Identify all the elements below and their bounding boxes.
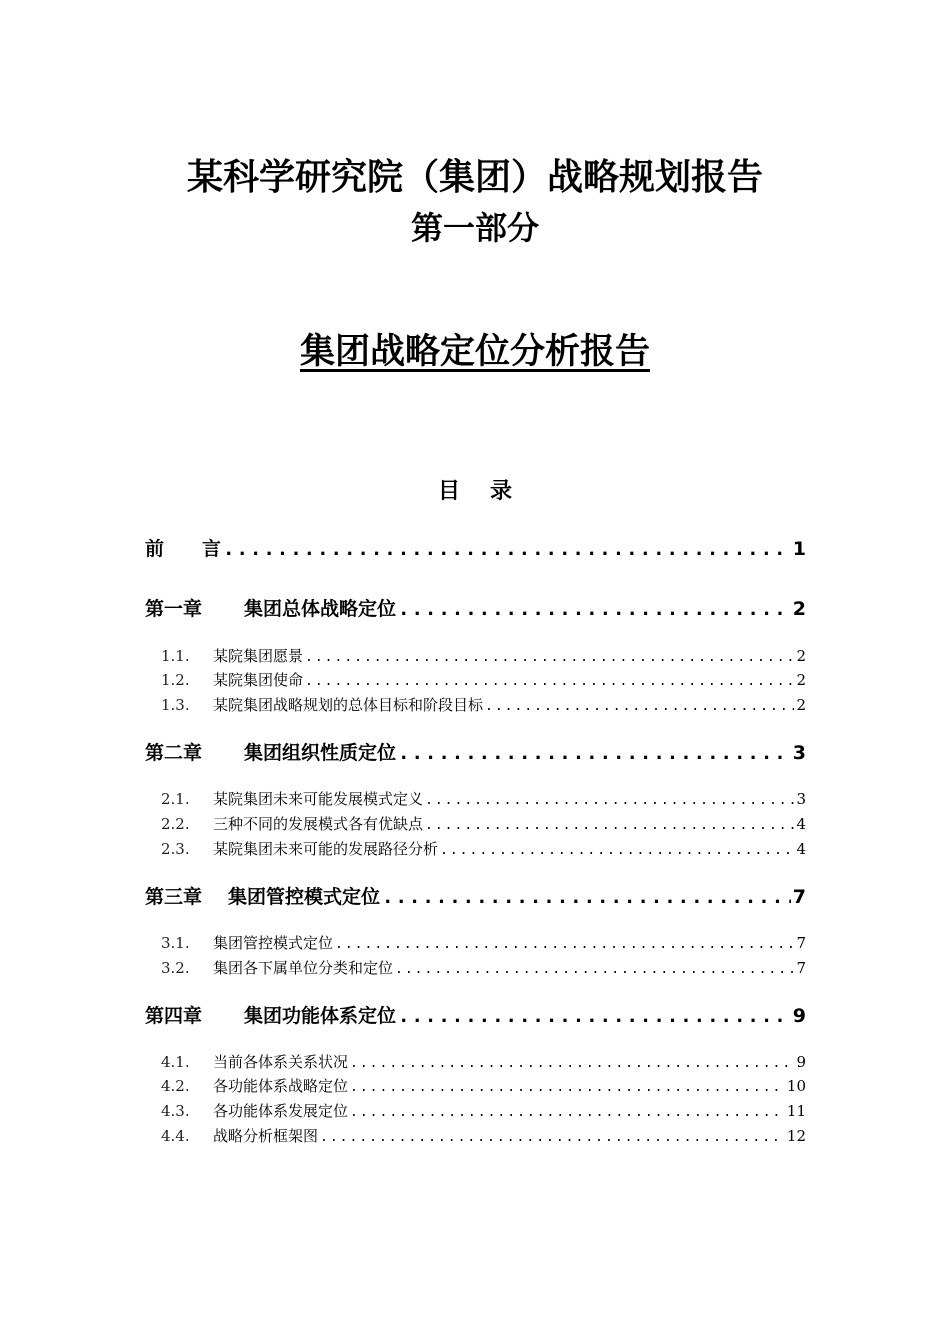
- toc-page-number: 10: [786, 1077, 806, 1095]
- toc-leader: [223, 535, 791, 563]
- toc-leader: [425, 790, 794, 810]
- toc-section-title: 各功能体系发展定位: [213, 1102, 349, 1120]
- toc-chapter-title: 集团总体战略定位: [244, 598, 397, 620]
- toc-section-number: 4.2.: [161, 1077, 190, 1095]
- toc-section-title: 集团各下属单位分类和定位: [213, 959, 394, 977]
- toc-section-number: 3.1.: [161, 934, 190, 952]
- toc-leader: [398, 595, 791, 623]
- toc-entry-section-1-1[interactable]: [145, 645, 806, 667]
- toc-chapter-title: 集团功能体系定位: [244, 1005, 397, 1027]
- toc-section-title: 各功能体系战略定位: [213, 1077, 349, 1095]
- toc-entry-chapter-4[interactable]: [145, 1002, 806, 1030]
- toc-leader: [398, 739, 791, 767]
- toc-leader: [425, 815, 794, 835]
- toc-section-number: 4.1.: [161, 1053, 190, 1071]
- toc-page-number: 1: [792, 538, 806, 560]
- toc-page-number: 7: [796, 959, 806, 977]
- toc-section-number: 2.1.: [161, 790, 190, 808]
- toc-page-number: 12: [786, 1127, 806, 1145]
- toc-page-number: 4: [796, 815, 806, 833]
- toc-entry-section-2-3[interactable]: [145, 838, 806, 860]
- toc-leader: [305, 647, 794, 667]
- toc-leader: [485, 696, 794, 716]
- toc-chapter-number: 第一章: [145, 598, 203, 620]
- toc-entry-section-2-1[interactable]: [145, 788, 806, 810]
- toc-heading: 目录: [437, 479, 542, 504]
- toc-page-number: 3: [796, 790, 806, 808]
- toc-page-number: 2: [796, 696, 806, 714]
- toc-chapter-title: 集团管控模式定位: [228, 886, 381, 908]
- toc-entry-section-1-2[interactable]: [145, 669, 806, 691]
- toc-page-number: 11: [786, 1102, 806, 1120]
- toc-preface-title: 前 言: [145, 538, 222, 560]
- toc-leader: [350, 1102, 785, 1122]
- toc-entry-section-4-1[interactable]: [145, 1051, 806, 1073]
- toc-page-number: 3: [792, 742, 806, 764]
- toc-leader: [440, 840, 794, 860]
- toc-entry-section-3-1[interactable]: [145, 932, 806, 954]
- part-title: 第一部分: [410, 209, 539, 247]
- toc-section-number: 2.2.: [161, 815, 190, 833]
- toc-entry-section-4-2[interactable]: [145, 1075, 806, 1097]
- toc-section-title: 战略分析框架图: [213, 1127, 319, 1145]
- toc-leader: [350, 1077, 785, 1097]
- toc-entry-chapter-1[interactable]: [145, 595, 806, 623]
- toc-page-number: 7: [792, 886, 806, 908]
- toc-page-number: 2: [796, 671, 806, 689]
- document-title: 某科学研究院（集团）战略规划报告: [186, 157, 763, 198]
- toc-entry-chapter-2[interactable]: [145, 739, 806, 767]
- toc-leader: [398, 1002, 791, 1030]
- toc-section-title: 某院集团使命: [213, 671, 304, 689]
- toc-section-title: 某院集团未来可能的发展路径分析: [213, 840, 439, 858]
- toc-leader: [305, 671, 794, 691]
- toc-page-number: 2: [796, 647, 806, 665]
- toc-entry-section-4-3[interactable]: [145, 1100, 806, 1122]
- toc-section-title: 某院集团愿景: [213, 647, 304, 665]
- toc-page-number: 4: [796, 840, 806, 858]
- toc-section-number: 4.3.: [161, 1102, 190, 1120]
- toc-leader: [320, 1127, 785, 1147]
- toc-entry-section-3-2[interactable]: [145, 957, 806, 979]
- toc-entry-section-2-2[interactable]: [145, 813, 806, 835]
- toc-entry-preface[interactable]: [145, 535, 806, 563]
- toc-section-number: 3.2.: [161, 959, 190, 977]
- toc-section-number: 4.4.: [161, 1127, 190, 1145]
- toc-section-number: 1.2.: [161, 671, 190, 689]
- toc-page-number: 9: [792, 1005, 806, 1027]
- toc-leader: [382, 883, 791, 911]
- toc-entry-section-1-3[interactable]: [145, 694, 806, 716]
- toc-entry-section-4-4[interactable]: [145, 1125, 806, 1147]
- toc-leader: [335, 934, 794, 954]
- toc-entry-chapter-3[interactable]: [145, 883, 806, 911]
- toc-section-title: 集团管控模式定位: [213, 934, 334, 952]
- toc-section-title: 某院集团未来可能发展模式定义: [213, 790, 424, 808]
- toc-leader: [395, 959, 794, 979]
- toc-section-number: 1.1.: [161, 647, 190, 665]
- toc-leader: [350, 1053, 794, 1073]
- report-subtitle: 集团战略定位分析报告: [299, 332, 650, 372]
- toc-section-title: 三种不同的发展模式各有优缺点: [213, 815, 424, 833]
- toc-page-number: 7: [796, 934, 806, 952]
- toc-chapter-number: 第二章: [145, 742, 203, 764]
- toc-section-title: 某院集团战略规划的总体目标和阶段目标: [213, 696, 484, 714]
- toc-chapter-number: 第三章: [145, 886, 203, 908]
- toc-section-number: 1.3.: [161, 696, 190, 714]
- toc-chapter-number: 第四章: [145, 1005, 203, 1027]
- toc-page-number: 2: [792, 598, 806, 620]
- toc-chapter-title: 集团组织性质定位: [244, 742, 397, 764]
- toc-section-number: 2.3.: [161, 840, 190, 858]
- toc-section-title: 当前各体系关系状况: [213, 1053, 349, 1071]
- toc-page-number: 9: [796, 1053, 806, 1071]
